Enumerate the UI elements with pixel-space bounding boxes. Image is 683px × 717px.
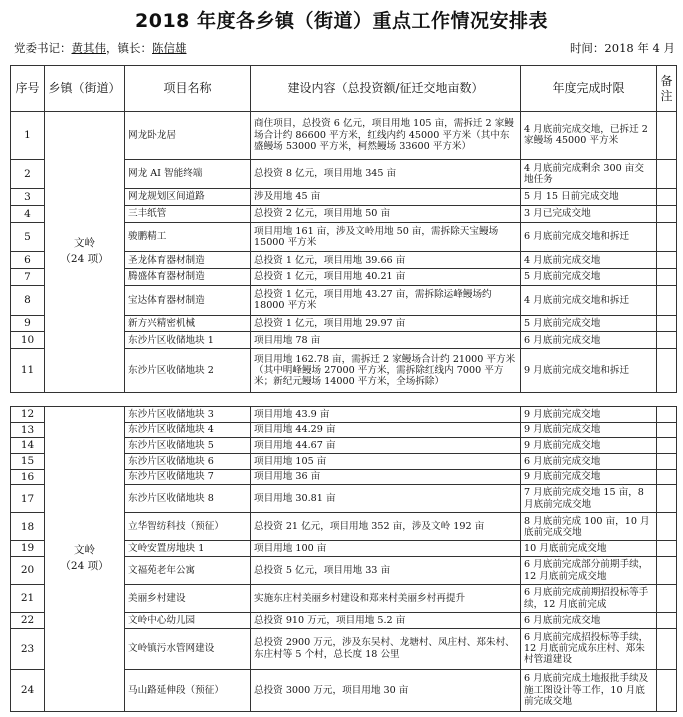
cell-remark <box>657 585 677 613</box>
cell-remark <box>657 557 677 585</box>
cell-content: 项目用地 44.67 亩 <box>251 438 521 454</box>
cell-project-name: 东沙片区收储地块 5 <box>125 438 251 454</box>
cell-project-name: 文岭中心幼儿园 <box>125 613 251 629</box>
cell-no: 2 <box>11 159 45 189</box>
cell-no: 22 <box>11 613 45 629</box>
cell-remark <box>657 252 677 269</box>
document-title: 2018 年度各乡镇（街道）重点工作情况安排表 <box>135 10 548 32</box>
cell-no: 18 <box>11 513 45 541</box>
officials-line <box>14 40 187 56</box>
secretary-name: 黄其伟 <box>71 41 106 55</box>
cell-content: 项目用地 44.29 亩 <box>251 422 521 438</box>
cell-remark <box>657 469 677 485</box>
cell-remark <box>657 112 677 160</box>
cell-deadline: 9 月底前完成交地 <box>521 422 657 438</box>
cell-remark <box>657 269 677 286</box>
page-gap <box>10 393 676 406</box>
cell-project-name: 文岭安置房地块 1 <box>125 541 251 557</box>
cell-deadline: 5 月底前完成交地 <box>521 315 657 332</box>
cell-remark <box>657 407 677 423</box>
cell-no: 23 <box>11 628 45 669</box>
cell-project-name: 圣龙体育器材制造 <box>125 252 251 269</box>
header-row <box>11 66 677 112</box>
cell-project-name: 网龙 AI 智能终端 <box>125 159 251 189</box>
cell-town: 文岭 （24 项） <box>45 407 125 712</box>
cell-content: 项目用地 105 亩 <box>251 453 521 469</box>
cell-project-name: 东沙片区收储地块 3 <box>125 407 251 423</box>
cell-content: 项目用地 162.78 亩，需拆迁 2 家鳗场合计约 21000 平方米（其中明峰鳗场 27000 平方米，需拆除红线内 7000 平方米；新纪元鳗场 14000 平方米，全场拆除） <box>251 349 521 393</box>
cell-no: 19 <box>11 541 45 557</box>
header-no: 序号 <box>11 66 45 112</box>
cell-deadline: 6 月底前完成交地 <box>521 613 657 629</box>
cell-remark <box>657 513 677 541</box>
cell-project-name: 东沙片区收储地块 8 <box>125 485 251 513</box>
cell-deadline: 6 月底前完成土地报批手续及施工图设计等工作，10 月底前完成交地 <box>521 669 657 711</box>
mayor-name: 陈信雄 <box>152 41 187 55</box>
cell-no: 13 <box>11 422 45 438</box>
work-plan-table-part-1 <box>10 65 677 393</box>
cell-no: 15 <box>11 453 45 469</box>
cell-no: 14 <box>11 438 45 454</box>
secretary-label: 党委书记： <box>14 41 72 55</box>
cell-project-name: 马山路延伸段（预征） <box>125 669 251 711</box>
header-town: 乡镇（街道） <box>45 66 125 112</box>
date-label: 时间：2018 年 4 月 <box>569 41 675 55</box>
cell-deadline: 6 月底前完成交地 <box>521 332 657 349</box>
cell-project-name: 骏鹏精工 <box>125 222 251 252</box>
cell-project-name: 三丰纸管 <box>125 206 251 223</box>
cell-deadline: 8 月底前完成 100 亩，10 月底前完成交地 <box>521 513 657 541</box>
cell-project-name: 东沙片区收储地块 4 <box>125 422 251 438</box>
cell-deadline: 6 月底前完成交地 <box>521 453 657 469</box>
cell-deadline: 4 月底前完成剩余 300 亩交地任务 <box>521 159 657 189</box>
cell-project-name: 美丽乡村建设 <box>125 585 251 613</box>
cell-deadline: 6 月底前完成交地和拆迁 <box>521 222 657 252</box>
cell-no: 4 <box>11 206 45 223</box>
cell-remark <box>657 453 677 469</box>
cell-remark <box>657 613 677 629</box>
cell-content: 实施东庄村美丽乡村建设和郑来村美丽乡村再提升 <box>251 585 521 613</box>
cell-project-name: 文福苑老年公寓 <box>125 557 251 585</box>
cell-deadline: 5 月底前完成交地 <box>521 269 657 286</box>
cell-remark <box>657 438 677 454</box>
cell-deadline: 3 月已完成交地 <box>521 206 657 223</box>
cell-content: 总投资 8 亿元，项目用地 345 亩 <box>251 159 521 189</box>
cell-project-name: 东沙片区收储地块 7 <box>125 469 251 485</box>
table-row <box>11 407 677 423</box>
cell-no: 9 <box>11 315 45 332</box>
cell-no: 1 <box>11 112 45 160</box>
mayor-label: ，镇长： <box>106 41 152 55</box>
cell-project-name: 东沙片区收储地块 2 <box>125 349 251 393</box>
table-row <box>11 112 677 160</box>
cell-project-name: 网龙规划区间道路 <box>125 189 251 206</box>
cell-content: 总投资 1 亿元，项目用地 43.27 亩，需拆除运峰鳗场约 18000 平方米 <box>251 285 521 315</box>
cell-remark <box>657 332 677 349</box>
cell-town: 文岭 （24 项） <box>45 112 125 393</box>
cell-remark <box>657 285 677 315</box>
header-deadline: 年度完成时限 <box>521 66 657 112</box>
cell-deadline: 7 月底前完成交地 15 亩，8 月底前完成交地 <box>521 485 657 513</box>
cell-no: 17 <box>11 485 45 513</box>
cell-no: 7 <box>11 269 45 286</box>
cell-content: 总投资 5 亿元，项目用地 33 亩 <box>251 557 521 585</box>
cell-no: 6 <box>11 252 45 269</box>
cell-content: 项目用地 36 亩 <box>251 469 521 485</box>
cell-remark <box>657 206 677 223</box>
cell-content: 项目用地 43.9 亩 <box>251 407 521 423</box>
cell-content: 总投资 1 亿元，项目用地 29.97 亩 <box>251 315 521 332</box>
cell-remark <box>657 485 677 513</box>
cell-no: 24 <box>11 669 45 711</box>
cell-deadline: 6 月底前完成招投标等手续，12 月底前完成东庄村、郑朱村管道建设 <box>521 628 657 669</box>
cell-deadline: 5 月 15 日前完成交地 <box>521 189 657 206</box>
cell-project-name: 立华智纺科技（预征） <box>125 513 251 541</box>
cell-deadline: 6 月底前完成前期招投标等手续，12 月底前完成 <box>521 585 657 613</box>
cell-content: 项目用地 78 亩 <box>251 332 521 349</box>
cell-project-name: 文岭镇污水管网建设 <box>125 628 251 669</box>
cell-project-name: 腾盛体育器材制造 <box>125 269 251 286</box>
cell-deadline: 9 月底前完成交地 <box>521 407 657 423</box>
cell-content: 总投资 21 亿元，项目用地 352 亩，涉及文岭 192 亩 <box>251 513 521 541</box>
cell-content: 总投资 1 亿元，项目用地 39.66 亩 <box>251 252 521 269</box>
cell-remark <box>657 222 677 252</box>
cell-no: 11 <box>11 349 45 393</box>
cell-no: 8 <box>11 285 45 315</box>
cell-remark <box>657 315 677 332</box>
cell-content: 项目用地 30.81 亩 <box>251 485 521 513</box>
cell-remark <box>657 159 677 189</box>
cell-content: 总投资 1 亿元，项目用地 40.21 亩 <box>251 269 521 286</box>
cell-content: 总投资 3000 万元，项目用地 30 亩 <box>251 669 521 711</box>
cell-no: 3 <box>11 189 45 206</box>
cell-content: 商住项目，总投资 6 亿元，项目用地 105 亩，需拆迁 2 家鳗场合计约 86600 平方米，红线内约 45000 平方米（其中东盛鳗场 53000 平方米，柯然鳗场 33600 平方米） <box>251 112 521 160</box>
cell-remark <box>657 669 677 711</box>
cell-project-name: 东沙片区收储地块 6 <box>125 453 251 469</box>
cell-remark <box>657 628 677 669</box>
cell-content: 总投资 910 万元，项目用地 5.2 亩 <box>251 613 521 629</box>
cell-deadline: 4 月底前完成交地 <box>521 252 657 269</box>
cell-no: 16 <box>11 469 45 485</box>
cell-deadline: 4 月底前完成交地，已拆迁 2 家鳗场 45000 平方米 <box>521 112 657 160</box>
header-project: 项目名称 <box>125 66 251 112</box>
cell-project-name: 东沙片区收储地块 1 <box>125 332 251 349</box>
cell-content: 涉及用地 45 亩 <box>251 189 521 206</box>
header-remark: 备注 <box>657 66 677 112</box>
cell-project-name: 网龙卧龙居 <box>125 112 251 160</box>
cell-no: 21 <box>11 585 45 613</box>
cell-deadline: 10 月底前完成交地 <box>521 541 657 557</box>
cell-content: 总投资 2900 万元，涉及东吴村、龙塘村、凤庄村、郑朱村、东庄村等 5 个村，总长度 18 公里 <box>251 628 521 669</box>
cell-deadline: 6 月底前完成部分前期手续，12 月底前完成交地 <box>521 557 657 585</box>
cell-no: 10 <box>11 332 45 349</box>
cell-remark <box>657 422 677 438</box>
cell-content: 项目用地 161 亩，涉及文岭用地 50 亩，需拆除天宝鳗场 15000 平方米 <box>251 222 521 252</box>
cell-project-name: 新方兴精密机械 <box>125 315 251 332</box>
cell-deadline: 4 月底前完成交地和拆迁 <box>521 285 657 315</box>
cell-project-name: 宝达体育器材制造 <box>125 285 251 315</box>
cell-deadline: 9 月底前完成交地 <box>521 469 657 485</box>
cell-remark <box>657 349 677 393</box>
work-plan-table-part-2 <box>10 406 677 712</box>
cell-deadline: 9 月底前完成交地和拆迁 <box>521 349 657 393</box>
cell-remark <box>657 189 677 206</box>
cell-remark <box>657 541 677 557</box>
cell-content: 总投资 2 亿元，项目用地 50 亩 <box>251 206 521 223</box>
cell-no: 20 <box>11 557 45 585</box>
cell-deadline: 9 月底前完成交地 <box>521 438 657 454</box>
cell-no: 12 <box>11 407 45 423</box>
cell-content: 项目用地 100 亩 <box>251 541 521 557</box>
cell-no: 5 <box>11 222 45 252</box>
header-content: 建设内容（总投资额/征迁交地亩数） <box>251 66 521 112</box>
